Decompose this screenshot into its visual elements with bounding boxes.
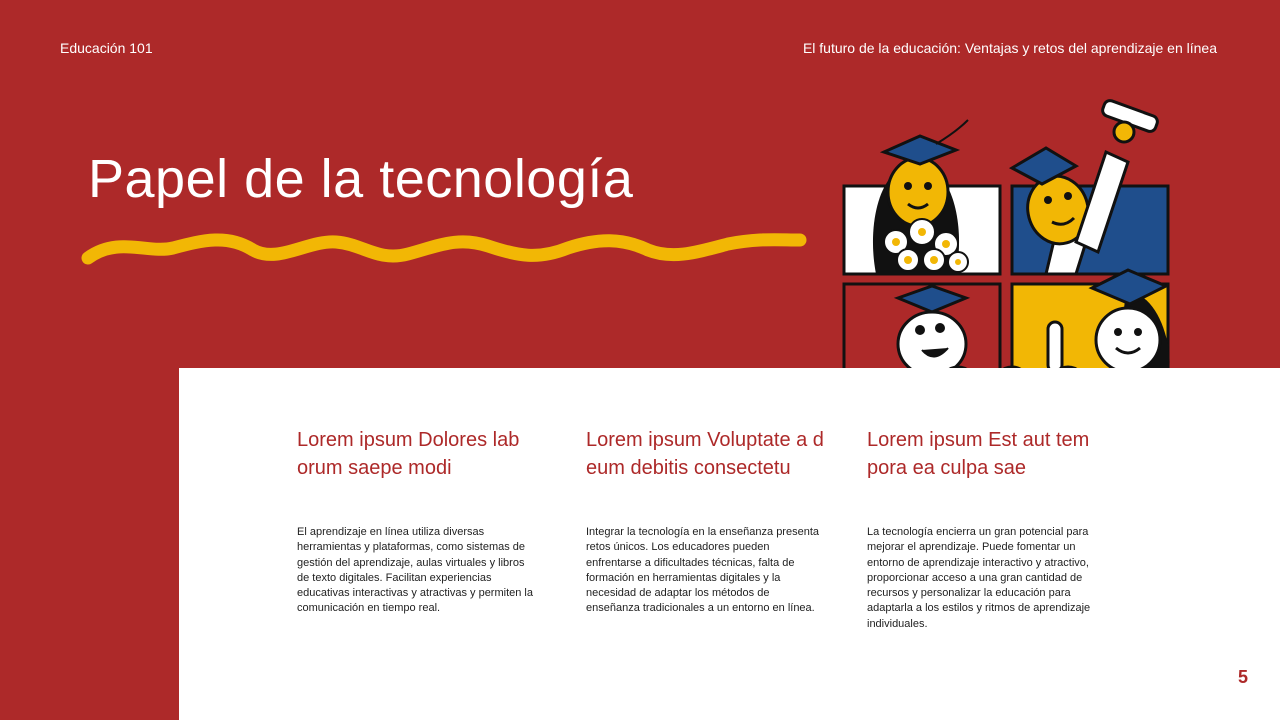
column-1-heading: Lorem ipsum Dolores lab orum saepe modi (297, 429, 520, 479)
column-3-body: La tecnología encierra un gran potencial para mejorar el aprendizaje. Puede fomentar un entorno de aprendizaje interactivo y atractivo, proporcionar acceso a una gran cantidad de recursos y personalizar la educación para adaptarla a los estilos y ritmos de aprendizaje individuales. (867, 526, 1091, 630)
column-2-heading: Lorem ipsum Voluptate a d eum debitis consectetu (586, 429, 824, 479)
brand-label: Educación 101 (60, 40, 153, 56)
column-1-body: El aprendizaje en línea utiliza diversas herramientas y plataformas, como sistemas de gestión del aprendizaje, aulas virtuales y libros de texto digitales. Facilitan experiencias educativas interactivas y atractivas y permiten la comunicación en tiempo real. (297, 526, 533, 615)
column-2 (586, 426, 836, 615)
presentation-title: El futuro de la educación: Ventajas y retos del aprendizaje en línea (802, 40, 1217, 56)
yellow-squiggle-decoration (78, 226, 808, 276)
column-3 (867, 426, 1117, 630)
page-number: 5 (1237, 667, 1248, 687)
column-3-heading: Lorem ipsum Est aut tem pora ea culpa sae (867, 429, 1090, 479)
video-call-graduates-illustration (836, 92, 1216, 408)
column-2-body: Integrar la tecnología en la enseñanza presenta retos únicos. Los educadores pueden enfrentarse a dificultades técnicas, falta de formación en herramientas digitales y la necesidad de adaptar los métodos de enseñanza tradicionales a un entorno en línea. (586, 526, 819, 615)
slide-title: Papel de la tecnología (88, 149, 634, 209)
column-1 (297, 426, 547, 615)
